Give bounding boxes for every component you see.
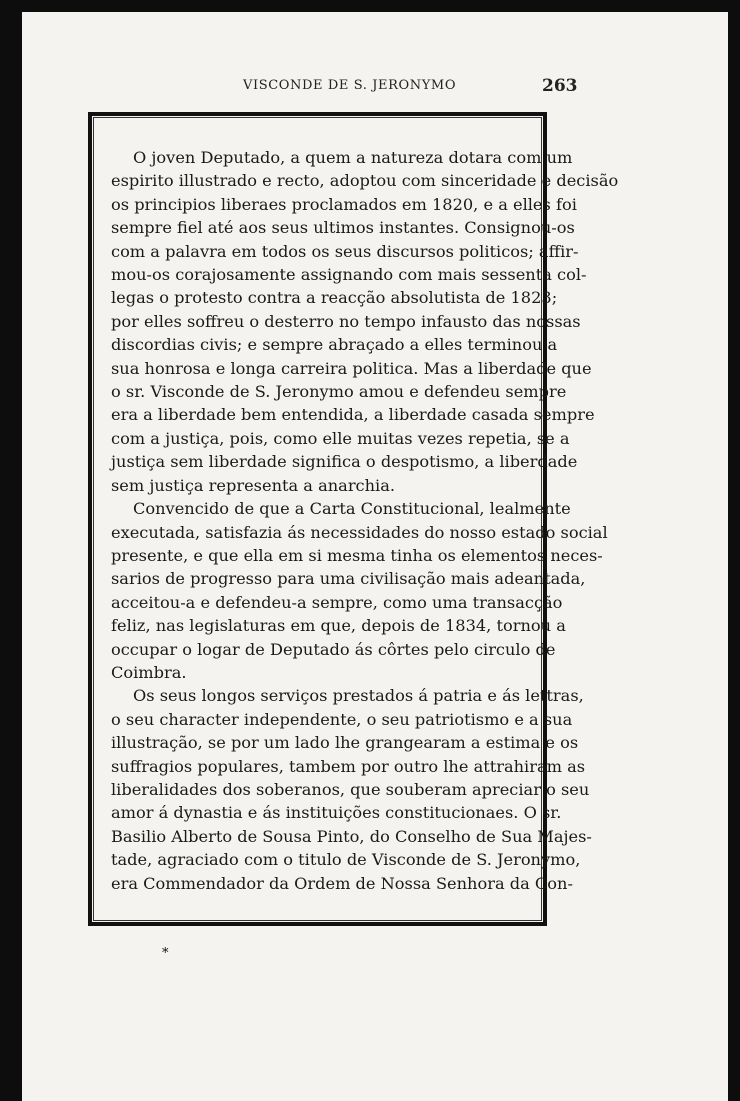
text-line: o seu character independente, o seu patriotismo e a sua <box>111 709 573 729</box>
text-line: executada, satisfazia ás necessidades do nosso estado social <box>111 522 608 542</box>
footnote-asterisk: * <box>162 946 169 961</box>
text-line: os principios liberaes proclamados em 1820, e a elles foi <box>111 194 577 214</box>
page-number: 263 <box>542 76 578 96</box>
text-line: amor á dynastia e ás instituições constitucionaes. O sr. <box>111 803 562 823</box>
text-line: sua honrosa e longa carreira politica. Mas a liberdade que <box>111 358 592 378</box>
text-line: O joven Deputado, a quem a natureza dotara com um <box>133 148 573 167</box>
text-line: Coimbra. <box>111 662 187 682</box>
running-title: VISCONDE DE S. JERONYMO <box>243 78 457 93</box>
text-line: illustração, se por um lado lhe grangearam a estima e os <box>111 733 579 753</box>
text-line: feliz, nas legislaturas em que, depois de 1834, tornou a <box>111 616 566 636</box>
text-line: sarios de progresso para uma civilisação mais adeantada, <box>111 569 586 589</box>
text-line: tade, agraciado com o titulo de Visconde de S. Jeronymo, <box>111 850 581 870</box>
running-header <box>22 76 728 100</box>
text-line: justiça sem liberdade significa o despotismo, a liberdade <box>111 452 578 472</box>
text-line: acceitou-a e defendeu-a sempre, como uma transacção <box>111 592 563 612</box>
body-text <box>111 146 619 895</box>
text-line: o sr. Visconde de S. Jeronymo amou e defendeu sempre <box>111 382 567 402</box>
text-line: mou-os corajosamente assignando com mais sessenta col- <box>111 265 587 285</box>
text-line: com a justiça, pois, como elle muitas vezes repetia, se a <box>111 428 570 448</box>
text-line: era a liberdade bem entendida, a liberdade casada sempre <box>111 405 595 425</box>
text-line: Convencido de que a Carta Constitucional, lealmente <box>133 499 571 519</box>
text-line: occupar o logar de Deputado ás côrtes pelo circulo de <box>111 639 556 659</box>
text-line: sempre fiel até aos seus ultimos instantes. Consignou-os <box>111 218 575 238</box>
text-line: liberalidades dos soberanos, que souberam apreciar o seu <box>111 779 590 799</box>
text-line: espirito illustrado e recto, adoptou com sinceridade e decisão <box>111 171 619 191</box>
text-line: suffragios populares, tambem por outro lhe attrahiram as <box>111 756 586 776</box>
text-line: discordias civis; e sempre abraçado a elles terminou a <box>111 335 558 355</box>
text-line: era Commendador da Ordem de Nossa Senhora da Con- <box>111 873 573 893</box>
text-line: por elles soffreu o desterro no tempo infausto das nossas <box>111 311 581 331</box>
text-line: Os seus longos serviços prestados á patria e ás lettras, <box>133 686 584 706</box>
text-line: sem justiça representa a anarchia. <box>111 475 396 495</box>
text-line: presente, e que ella em si mesma tinha os elementos neces- <box>111 545 603 565</box>
text-line: legas o protesto contra a reacção absolutista de 1823; <box>111 288 558 308</box>
text-line: com a palavra em todos os seus discursos politicos; affir- <box>111 241 579 261</box>
text-line: Basilio Alberto de Sousa Pinto, do Conselho de Sua Majes- <box>111 826 592 846</box>
